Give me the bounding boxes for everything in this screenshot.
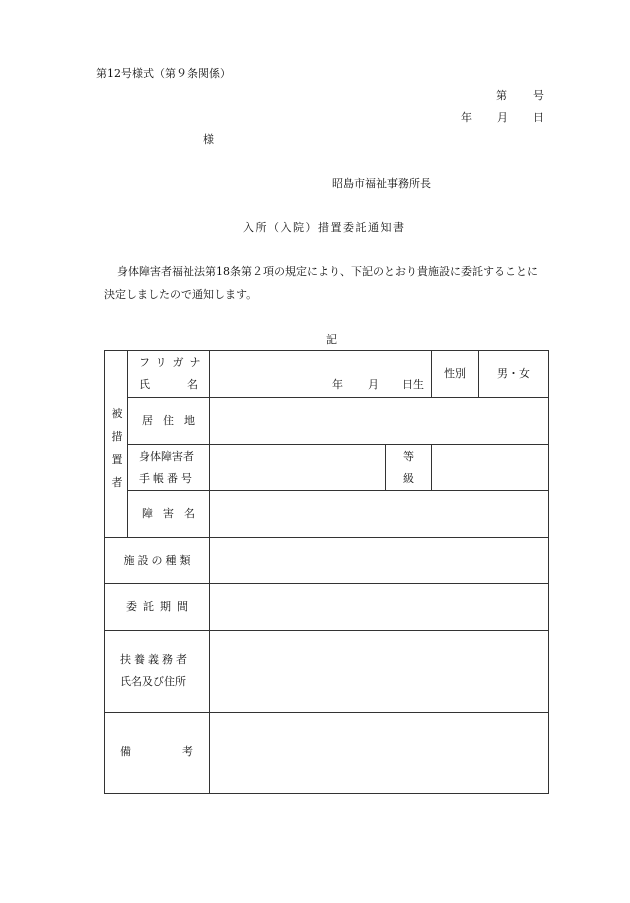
addressee-honorific: 様 (203, 133, 214, 146)
name-label-char-2: 名 (187, 378, 198, 391)
guardian-label-line-2: 氏名及び住所 (120, 675, 186, 688)
sex-label: 性別 (444, 367, 466, 380)
consignment-period-label: 委託期間 (126, 600, 194, 613)
doc-number-prefix: 第 (496, 89, 507, 102)
remarks-label-char-1: 備 (120, 745, 131, 758)
handbook-label-line-2: 手帳番号 (139, 472, 195, 485)
date-day: 日 (533, 111, 544, 124)
date-month: 月 (497, 111, 508, 124)
ki-heading: 記 (326, 333, 337, 346)
remarks-label-char-2: 考 (182, 745, 193, 758)
birth-year-label: 年 (332, 378, 343, 391)
doc-number-suffix: 号 (533, 89, 544, 102)
birth-day-label: 日生 (402, 378, 424, 391)
furigana-label: フリガナ (139, 356, 207, 369)
form-number: 第12号様式（第９条関係） (96, 67, 231, 80)
disability-label: 障害名 (142, 507, 205, 520)
document-title: 入所（入院）措置委託通知書 (243, 221, 406, 234)
residence-label: 居住地 (142, 414, 205, 427)
date-year: 年 (461, 111, 472, 124)
name-label-char-1: 氏 (139, 378, 150, 391)
sex-options: 男・女 (497, 367, 530, 380)
birth-month-label: 月 (368, 378, 379, 391)
subject-group-label: 被措置者 (111, 407, 123, 489)
handbook-label-line-1: 身体障害者 (139, 450, 194, 463)
grade-label: 等級 (403, 449, 424, 485)
body-text-line-2: 決定しましたので通知します。 (104, 288, 258, 301)
body-text-line-1: 身体障害者福祉法第18条第２項の規定により、下記のとおり貴施設に委託することに (117, 265, 538, 278)
issuer-name: 昭島市福祉事務所長 (332, 177, 431, 190)
guardian-label-line-1: 扶養義務者 (120, 653, 190, 666)
facility-type-label: 施設の種類 (123, 553, 194, 567)
